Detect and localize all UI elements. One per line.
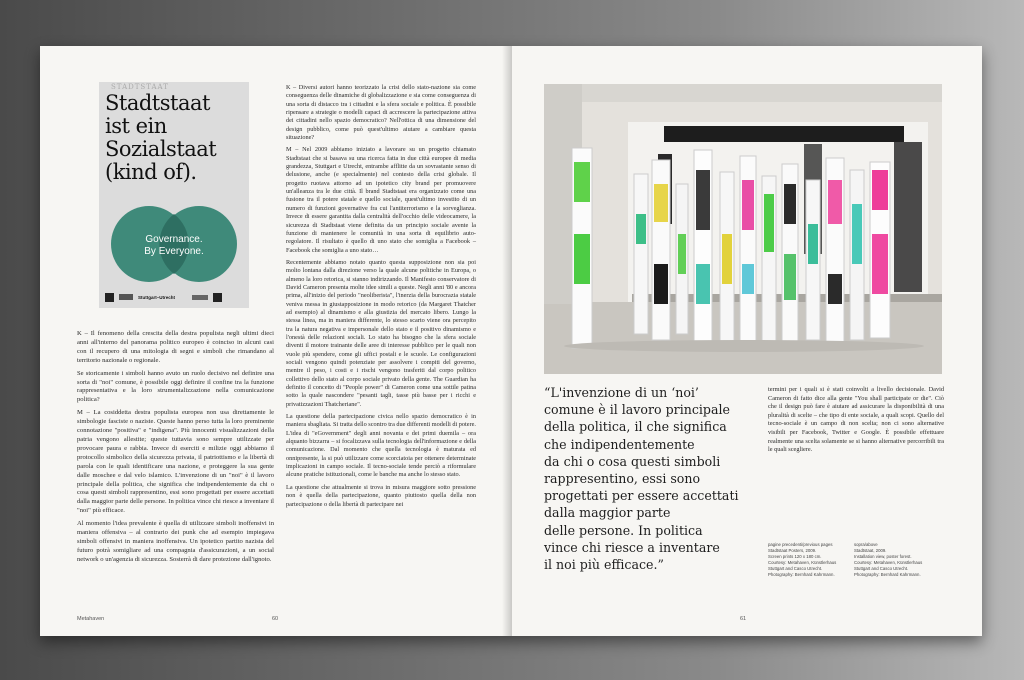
poster-kicker: STADTSTAAT (111, 83, 169, 91)
pull-quote-line: progettati per essere accettati (544, 488, 739, 504)
pull-quote-line: rappresentino, essi sono (544, 471, 701, 487)
caption-line: Screen prints 120 x 180 cm. (768, 554, 822, 559)
poster-headline-line: ist ein (105, 114, 167, 138)
poster-footer-logos (105, 290, 243, 304)
poster-forest-illustration (544, 84, 942, 374)
right-page (512, 46, 982, 636)
poster-headline-line: Stadtstaat (105, 91, 210, 115)
right-column-text (768, 386, 944, 459)
caption-line: sopra/above (854, 542, 878, 547)
paragraph: M – Nel 2009 abbiamo iniziato a lavorare su un progetto chiamato Stadtstaat che si basava su una ricerca fatta in due città europee di media grandezza, Stuttgart e Utrecht, entrambe afflitte da un sovrastante senso di delusione, anche (e specialmente) nel contesto della crisi globale. Il progetto ruotava attorno ad un ipotetico city brand per promuovere un'alleanza tra le due città. Il brand Stadtstaat era organizzato come una fusione tra il potere statale e quello sociale, quest'ultimo investito di un numero di funzioni governative fra cui l'antiterrorismo e la sorveglianza. Invece di essere garantita dalla centralità dell'occhio delle videocamere, la sicurezza di Stadtstaat viene definita da un principio sociale avente la funzione di mantenere le comunità in una sorta di equilibrio auto-regolatore. Il risultato è quello di uno stato che somiglia a Facebook – Facebook che somiglia a uno stato… (286, 146, 476, 254)
caption-line: Stadtstaat Posters, 2009. (768, 548, 817, 553)
paragraph: Recentemente abbiamo notato quanto questa supposizione non sia poi molto lontana dalla direzione verso la quale alcune politiche in Europa, o almeno la loro retorica, si stanno indirizzando. Il Manifesto conservatore di David Cameron presenta molte idee simili a queste. Negli anni '80 e ancora prima, all'inizio del periodo "neoliberista", l'inerzia della burocrazia statale veniva messa in giustapposizione in modo retorico (da Margaret Thatcher ad esempio) al dinamismo e alla giustizia del mercato libero. Lungo la stessa linea, ma in maniera differente, lo stesso scarto viene ora percepito tra la natura negativa e impersonale dello stato e il positivo dinamismo e l'onestà delle relazioni sociali. Lo stato ha bisogno che la sfera sociale diventi il motore trainante delle aree di interesse pubblico per le quali non vuole più spendere, come gli uffici postali e le scuole. Le configurazioni sociali vengono quindi potenziate per assolvere i compiti del governo, mentre il peso, i costi e i rischi vengono trasferiti dal corpo politico collettivo dello stato al corpo sociale privato della gente. The Guardian ha definito il concetto di "People power" di Cameron come una sottile patina sotto la quale nascondere "pesanti tagli, tasse più basse per i ricchi e privatizzazioni Thatcheriane". (286, 258, 476, 408)
paragraph: termini per i quali si è stati coinvolti a livello decisionale. David Cameron di fatto dice alla gente "You shall participate or die". Ciò che il design può fare è aiutare ad assicurare la disponibilità di una pluralità di scelte – che tipo di ente sociale, a quali scopi. Quello del tecno-sociale è un campo di non scelta; non ci sono alternative visibili per Facebook, Twitter e Google. È possibile effettuare realmente una scelta solamente se si hanno alternative percorribili tra le quali scegliere. (768, 386, 944, 454)
caption-line: Courtesy: Metahaven, Künstlerhaus (854, 560, 923, 565)
footer-publisher: Metahaven (77, 616, 105, 622)
page-number-left: 60 (272, 616, 279, 622)
pull-quote-line: che indipendentemente (544, 436, 695, 452)
poster-logo-mark (119, 294, 133, 300)
poster-headline (105, 92, 247, 184)
pull-quote-line: da chi o cosa questi simboli (544, 453, 721, 469)
pull-quote-line: il noi più efficace.” (544, 557, 664, 573)
left-page (40, 46, 510, 636)
paragraph: M – La cosiddetta destra populista europea non usa direttamente le simbologie fasciste o naziste. Queste hanno perso tutta la loro preminente connotazione "positiva" e "indigena". Più innocenti visualizzazioni della patria vengono allestite; queste tuttavia sono sempre utilizzate per provocare paura e rabbia. Invece di eserciti e milizie oggi abbiamo il protocollo simbolico della sicurezza privata, il patriottismo e la libertà di parola con le quali identificare una nazione, e proteggere la sua gente dalle moschee e dal velo islamico. L'invenzione di un "noi" è il lavoro principale della politica, che significa che indipendentemente da chi o cosa questi simboli rappresentino, essi sono progettati per essere accettati dalla maggior parte delle persone. In politica vince chi riesce a inventare il "noi" più efficace. (77, 409, 274, 515)
poster-logo-square (213, 293, 222, 302)
caption-line: Installation view, poster forest. (854, 554, 912, 559)
poster-circle-text (129, 234, 219, 258)
paragraph: Se storicamente i simboli hanno avuto un ruolo decisivo nel definire una sorta di "noi" comune, è possibile oggi definire il confine tra la funzione rappresentativa e la loro strumentalizzazione nella comunicazione politica? (77, 369, 274, 404)
caption-line: Photography: Bernhard Kahrmann. (768, 572, 835, 577)
poster-headline-line: Sozialstaat (105, 137, 217, 161)
caption-line: Stuttgart and Casco Utrecht. (768, 566, 823, 571)
installation-photo (544, 84, 942, 374)
paragraph: Al momento l'idea prevalente è quella di utilizzare simboli inoffensivi in maniera offensiva – al contrario dei punk che ad esempio impiegava simboli offensivi in maniera inoffensiva. Un ipotetico partito nazista del futuro potrà somigliare ad una compagnia d'assicurazioni, a un social network o un'agenzia di sicurezza. Sosterrà di dare protezione dall'ignoto. (77, 520, 274, 563)
paragraph: K – Diversi autori hanno teorizzato la crisi dello stato-nazione sia come conseguenza delle dinamiche di globalizzazione e sia come conseguenza di una sorta di distacco tra i cittadini e la sfera sociale e politica. È possibile ripensare a strategie o modelli capaci di accrescere la partecipazione attiva dei cittadini nello spazio democratico? Nell'ottica di una dimensione del design pubblico, come può quest'ultimo aiutare a cambiare questa situazione? (286, 84, 476, 142)
caption-line: Stadtstaat, 2009. (854, 548, 887, 553)
caption-previous-pages (768, 542, 848, 578)
left-column-text (77, 330, 274, 569)
paragraph: La questione che attualmente si trova in misura maggiore sotto pressione non è quella della partecipazione, quanto piuttosto quella della non partecipazione o della libertà di partecipare nei (286, 483, 476, 508)
pull-quote-line: delle persone. In politica (544, 522, 703, 538)
pull-quote-line: dalla maggior parte (544, 505, 671, 521)
pull-quote (544, 384, 744, 573)
stadtstaat-poster (99, 82, 249, 308)
poster-logo-mark (192, 295, 208, 300)
poster-logo-square (105, 293, 114, 302)
pull-quote-line: vince chi riesce a inventare (544, 539, 720, 555)
pull-quote-line: “L'invenzione di un ‘noi’ (544, 385, 699, 400)
paragraph: K – Il fenomeno della crescita della destra populista negli ultimi dieci anni all'interno del panorama politico europeo è coinciso in alcuni casi con il recupero di una mitologia di segni e simboli che rimandano al territorio nazionale o regionale. (77, 330, 274, 364)
caption-line: Photography: Bernhard Kahrmann. (854, 572, 921, 577)
poster-circle-line: By Everyone. (144, 246, 204, 257)
poster-headline-line: (kind of). (105, 160, 197, 184)
caption-line: Courtesy: Metahaven, Künstlerhaus (768, 560, 837, 565)
page-number-right: 61 (740, 616, 747, 622)
caption-line: Stuttgart and Casco Utrecht. (854, 566, 909, 571)
middle-column-text (286, 84, 476, 513)
pull-quote-line: comune è il lavoro principale (544, 402, 730, 418)
pull-quote-line: della politica, il che significa (544, 419, 727, 435)
poster-circle-line: Governance. (145, 234, 203, 245)
magazine-spread (40, 46, 982, 636)
poster-footer-logo-text: Stuttgart–Utrecht (138, 294, 176, 300)
paragraph: La questione della partecipazione civica nello spazio democratico è in maniera sbagliata. Si tratta dello scontro tra due differenti modelli di potere. L'idea di "eGovernment" degli anni novanta e dei primi duemila – ora alquanto bizzarra – si focalizzava sulla tecnologia dell'informazione e della comunicazione. Dal momento che quella tecnologia è maturata ed onnipresente, la si può utilizzare come scorciatoia per ottenere determinate implicazioni in campo sociale. Il tecno-sociale tende perciò a riformulare alcune pratiche istituzionali, come le banche ma anche lo stesso stato. (286, 413, 476, 479)
caption-line: pagine precedenti/previous pages (768, 542, 833, 547)
caption-above (854, 542, 944, 578)
